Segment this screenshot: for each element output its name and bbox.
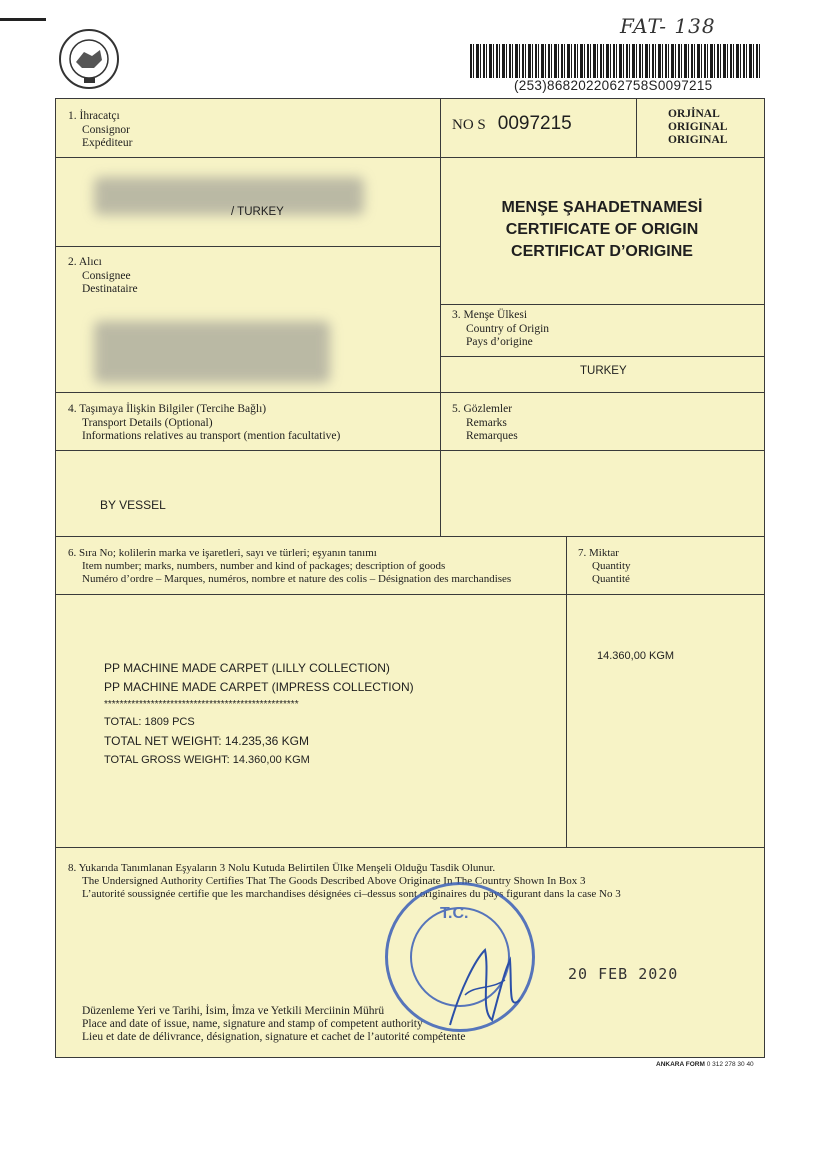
signature	[430, 930, 540, 1040]
form-footer: ANKARA FORM 0 312 278 30 40	[656, 1061, 754, 1068]
issue-date-stamp: 20 FEB 2020	[568, 965, 679, 983]
redacted-consignee	[94, 321, 330, 383]
goods-line: TOTAL: 1809 PCS	[104, 716, 195, 728]
goods-line: TOTAL GROSS WEIGHT: 14.360,00 KGM	[104, 754, 310, 766]
goods-line: TOTAL NET WEIGHT: 14.235,36 KGM	[104, 734, 309, 748]
box3-label: 3. Menşe Ülkesi Country of Origin Pays d’origine	[452, 309, 550, 348]
country-of-origin: TURKEY	[580, 365, 627, 377]
goods-line: **************************************************	[104, 699, 299, 710]
box8-place-label: Düzenleme Yeri ve Tarihi, İsim, İmza ve Yetkili Merciinin Mührü Place and date of issue, name, signature and stamp of competent authority Lieu et date de délivrance, désignation, signature et cachet de l’autorité compétente	[82, 1005, 466, 1043]
box1-label: 1. İhracatçı Consignor Expéditeur	[68, 110, 133, 149]
barcode-number: (253)8682022062758S0097215	[514, 78, 713, 93]
goods-line: PP MACHINE MADE CARPET (LILLY COLLECTION)	[104, 661, 390, 675]
box5-label: 5. Gözlemler Remarks Remarques	[452, 403, 518, 442]
tobb-logo	[58, 28, 120, 90]
handwritten-reference: FAT- 138	[620, 14, 716, 38]
certificate-number: NO S 0097215	[452, 113, 572, 134]
box7-label: 7. Miktar Quantity Quantité	[578, 547, 631, 585]
corner-mark	[0, 18, 46, 21]
certificate-title: MENŞE ŞAHADETNAMESİ CERTIFICATE OF ORIGIN CERTIFICAT D’ORIGINE	[501, 199, 703, 260]
box8-label: 8. Yukarıda Tanımlanan Eşyaların 3 Nolu Kutuda Belirtilen Ülke Menşeli Olduğu Tasdik Olunur. The Undersigned Authority Certifies That The Goods Described Above Originate In The Country Shown In Box 3 L’autorité soussignée certifie que les marchandises désignées ci–dessus sont originaires du pays figurant dans la case No 3	[68, 862, 621, 900]
box6-label: 6. Sıra No; kolilerin marka ve işaretleri, sayı ve türleri; eşyanın tanımı Item number; marks, numbers, number and kind of packages; description of goods Numéro d’ordre – Marques, numéros, nombre et nature des colis – Désignation des marchandises	[68, 547, 512, 585]
box4-label: 4. Taşımaya İlişkin Bilgiler (Tercihe Bağlı) Transport Details (Optional) Informations relatives au transport (mention facultative)	[68, 403, 341, 442]
box2-label: 2. Alıcı Consignee Destinataire	[68, 256, 138, 295]
quantity-value: 14.360,00 KGM	[597, 650, 675, 662]
goods-description	[104, 659, 414, 770]
transport-details: BY VESSEL	[100, 498, 166, 512]
original-mark: ORJİNAL ORIGINAL ORIGINAL	[668, 108, 728, 146]
goods-line: PP MACHINE MADE CARPET (IMPRESS COLLECTION)	[104, 680, 414, 694]
barcode	[470, 44, 760, 78]
redacted-consignor	[94, 177, 364, 215]
seal-text: T.C.	[440, 905, 469, 922]
consignor-country: / TURKEY	[231, 206, 284, 218]
